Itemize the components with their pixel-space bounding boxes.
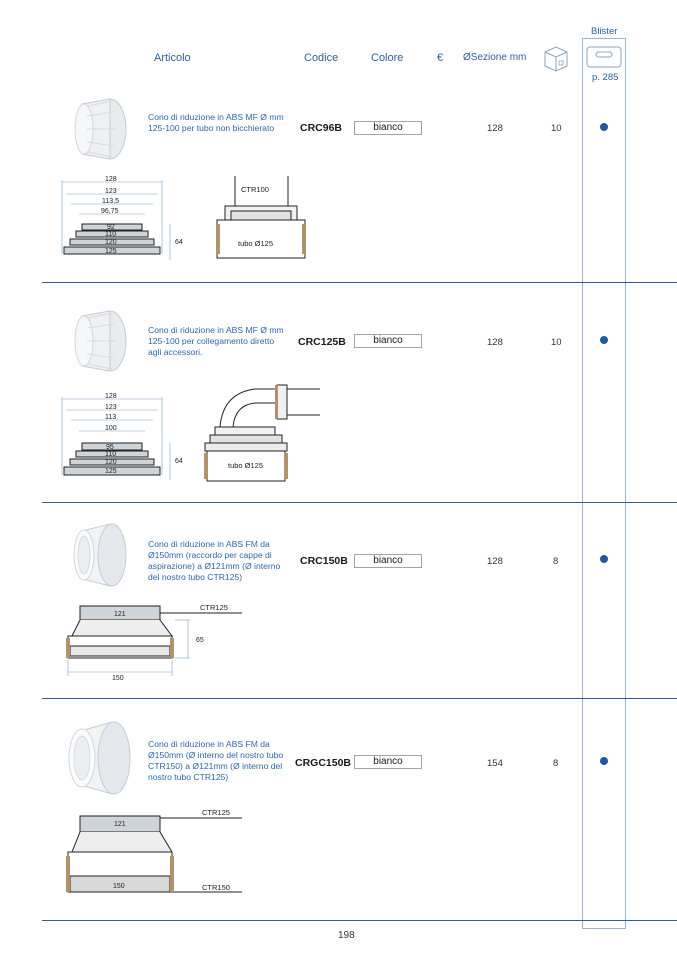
row-separator — [42, 698, 677, 699]
drawing-label: CTR125 — [200, 603, 228, 612]
blister-available-dot — [600, 336, 608, 344]
dim-label: 150 — [113, 883, 125, 890]
header-euro: € — [437, 52, 444, 64]
product-code: CRC125B — [298, 336, 346, 348]
row-separator — [42, 920, 677, 921]
header-articolo: Articolo — [154, 52, 191, 64]
dim-label: 125 — [105, 248, 117, 255]
product-description: Cono di riduzione in ABS FM da Ø150mm (Ø interno del nostro tubo CTR150) a Ø121mm (Ø interno del nostro tubo CTR125) — [148, 739, 284, 782]
dim-label: 110 — [105, 231, 117, 238]
product-code: CRGC150B — [295, 757, 352, 769]
dim-label: 110 — [105, 451, 117, 458]
blister-available-dot — [600, 757, 608, 765]
dim-label: 120 — [105, 239, 117, 246]
product-code: CRC96B — [300, 122, 343, 134]
drawing-label: tubo Ø125 — [238, 239, 274, 248]
height-label: 64 — [175, 239, 183, 246]
header-sezione: ØSezione mm — [463, 52, 527, 63]
product-color: bianco — [354, 121, 422, 135]
blister-page: p. 285 — [592, 72, 619, 83]
dim-label: 100 — [105, 425, 117, 432]
drawing-label: CTR150 — [202, 883, 230, 892]
header-blister: Blister — [591, 26, 618, 37]
box-icon — [542, 44, 570, 72]
header-codice: Codice — [304, 52, 339, 64]
blister-available-dot — [600, 555, 608, 563]
product-color: bianco — [354, 755, 422, 769]
product-qty: 10 — [551, 123, 562, 134]
product-color: bianco — [354, 554, 422, 568]
product-photo-crc150b — [66, 520, 132, 590]
dim-label: 113,5 — [102, 198, 119, 205]
blister-column — [582, 38, 626, 929]
product-qty: 8 — [553, 556, 559, 567]
dim-label: 121 — [114, 821, 126, 828]
drawing-label: tubo Ø125 — [228, 461, 264, 470]
product-color: bianco — [354, 334, 422, 348]
technical-drawing-crgc150b — [60, 806, 250, 902]
product-description: Cono di riduzione in ABS MF Ø mm 125-100 per collegamento diretto agli accessori. — [148, 325, 284, 357]
product-qty: 10 — [551, 337, 562, 348]
dim-label: 150 — [112, 675, 124, 682]
product-section: 154 — [487, 758, 503, 769]
product-photo-crc96b — [70, 96, 132, 162]
dim-label: 113 — [105, 414, 117, 421]
product-photo-crc125b — [70, 308, 132, 374]
dim-label: 96,75 — [101, 208, 119, 215]
row-separator — [42, 282, 677, 283]
product-photo-crgc150b — [62, 718, 136, 798]
product-section: 128 — [487, 337, 503, 348]
height-label: 64 — [175, 458, 183, 465]
blister-hanger-icon — [586, 46, 622, 68]
product-description: Cono di riduzione in ABS FM da Ø150mm (raccordo per cappe di aspirazione) a Ø121mm (Ø interno del nostro tubo CTR125) — [148, 539, 281, 582]
header-colore: Colore — [371, 52, 404, 64]
product-code: CRC150B — [300, 555, 348, 567]
product-qty: 8 — [553, 758, 559, 769]
product-section: 128 — [487, 556, 503, 567]
dim-label: 125 — [105, 468, 117, 475]
product-section: 128 — [487, 123, 503, 134]
dim-label: 123 — [105, 188, 117, 195]
dim-label: 128 — [105, 393, 117, 400]
technical-drawing-crc96b — [55, 172, 305, 266]
blister-available-dot — [600, 123, 608, 131]
dim-label: 95 — [106, 444, 114, 451]
dim-label: 123 — [105, 404, 117, 411]
dim-label: 120 — [105, 459, 117, 466]
drawing-label: CTR100 — [241, 185, 269, 194]
row-separator — [42, 502, 677, 503]
dim-label: 92 — [107, 224, 115, 231]
product-description: Cono di riduzione in ABS MF Ø mm 125-100 per tubo non bicchierato — [148, 112, 284, 133]
page-number: 198 — [338, 930, 355, 941]
dim-label: 128 — [105, 176, 117, 183]
dim-label: 121 — [114, 611, 126, 618]
technical-drawing-crc125b — [55, 385, 325, 485]
technical-drawing-crc150b — [60, 600, 250, 686]
drawing-label: CTR125 — [202, 808, 230, 817]
height-label: 65 — [196, 637, 204, 644]
